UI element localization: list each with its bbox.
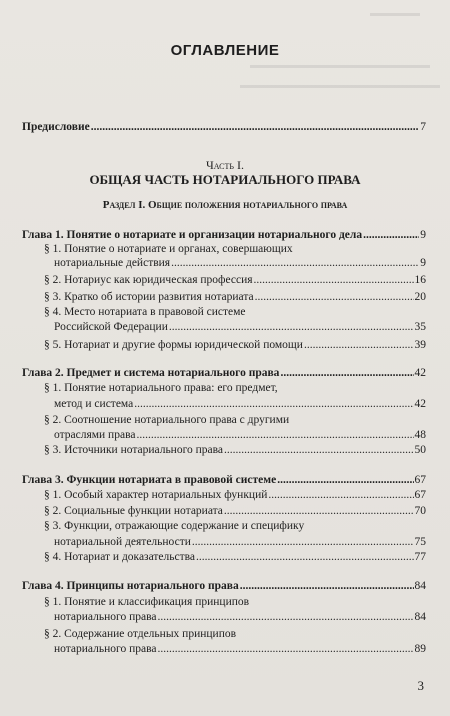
leader-dots — [304, 339, 414, 351]
leader-dots — [268, 489, 413, 501]
page-number: 3 — [417, 678, 424, 693]
leader-dots — [91, 121, 420, 133]
leader-dots — [157, 611, 413, 623]
toc-entry-page: 50 — [414, 444, 426, 456]
toc-item[interactable] — [44, 444, 426, 456]
toc-item-line[interactable]: § 1. Понятие нотариального права: его предмет, — [44, 382, 278, 394]
toc-item-label: отраслями права — [54, 429, 136, 441]
leader-dots — [255, 291, 414, 303]
toc-entry-preface[interactable] — [22, 121, 426, 133]
toc-entry-page: 7 — [420, 121, 426, 133]
toc-item[interactable] — [54, 536, 426, 548]
toc-item-label: Российской Федерации — [54, 321, 168, 333]
leader-dots — [224, 505, 414, 517]
bleed-through-text: ▬▬▬▬▬▬▬▬▬▬▬▬▬▬▬▬▬▬▬▬ — [240, 80, 440, 91]
toc-item[interactable] — [44, 551, 426, 563]
toc-item-label: § 3. Кратко об истории развития нотариата — [44, 291, 254, 303]
toc-item[interactable] — [44, 339, 426, 351]
bleed-through-text: ▬▬▬▬▬▬▬▬▬▬▬▬▬▬▬▬▬▬ — [250, 60, 430, 71]
leader-dots — [277, 474, 413, 486]
part-label: Часть I. — [206, 158, 244, 172]
toc-chapter-title: Глава 1. Понятие о нотариате и организации нотариального дела — [22, 229, 363, 241]
toc-item-label: метод и система — [54, 398, 134, 410]
toc-entry-page: 42 — [414, 398, 426, 410]
section-title: Раздел I. Общие положения нотариального права — [102, 199, 348, 211]
leader-dots — [157, 643, 413, 655]
toc-entry-page: 84 — [414, 580, 426, 592]
toc-entry-page: 67 — [414, 474, 426, 486]
toc-entry-page: 75 — [414, 536, 426, 548]
toc-entry-page: 39 — [414, 339, 426, 351]
toc-entry-page: 84 — [414, 611, 426, 623]
toc-entry-page: 20 — [414, 291, 426, 303]
toc-chapter-2[interactable] — [22, 367, 426, 379]
leader-dots — [224, 444, 413, 456]
toc-entry-page: 42 — [414, 367, 426, 379]
toc-item-line[interactable]: § 1. Понятие и классификация принципов — [44, 596, 250, 608]
toc-entry-page: 70 — [414, 505, 426, 517]
toc-item-line[interactable]: § 2. Соотношение нотариального права с другими — [44, 414, 290, 426]
toc-entry-page: 9 — [420, 257, 426, 269]
toc-entry-page: 16 — [414, 274, 426, 286]
toc-chapter-1[interactable] — [22, 229, 426, 241]
toc-entry-page: 9 — [420, 229, 426, 241]
toc-item-label: § 3. Источники нотариального права — [44, 444, 224, 456]
toc-chapter-4[interactable] — [22, 580, 426, 592]
toc-item-label: нотариальной деятельности — [54, 536, 191, 548]
leader-dots — [134, 398, 413, 410]
toc-item[interactable] — [54, 321, 426, 333]
toc-entry-page: 77 — [414, 551, 426, 563]
toc-chapter-3[interactable] — [22, 474, 426, 486]
toc-chapter-title: Глава 2. Предмет и система нотариального права — [22, 367, 280, 379]
toc-item-label: § 1. Особый характер нотариальных функций — [44, 489, 268, 501]
toc-item-line[interactable]: § 2. Содержание отдельных принципов — [44, 628, 237, 640]
part-title: ОБЩАЯ ЧАСТЬ НОТАРИАЛЬНОГО ПРАВА — [89, 172, 361, 187]
toc-item-label: § 4. Нотариат и доказательства — [44, 551, 196, 563]
toc-item-label: § 5. Нотариат и другие формы юридической помощи — [44, 339, 303, 351]
leader-dots — [171, 257, 419, 269]
toc-entry-page: 67 — [414, 489, 426, 501]
leader-dots — [196, 551, 413, 563]
toc-item[interactable] — [54, 643, 426, 655]
toc-item[interactable] — [44, 505, 426, 517]
toc-item[interactable] — [44, 489, 426, 501]
toc-item[interactable] — [44, 274, 426, 286]
toc-item[interactable] — [54, 398, 426, 410]
leader-dots — [280, 367, 413, 379]
toc-item[interactable] — [44, 291, 426, 303]
toc-entry-page: 48 — [414, 429, 426, 441]
leader-dots — [192, 536, 414, 548]
toc-item[interactable] — [54, 429, 426, 441]
toc-chapter-title: Глава 3. Функции нотариата в правовой системе — [22, 474, 277, 486]
toc-item-line[interactable]: § 4. Место нотариата в правовой системе — [44, 306, 246, 318]
leader-dots — [169, 321, 414, 333]
toc-entry-page: 89 — [414, 643, 426, 655]
toc-item[interactable] — [54, 611, 426, 623]
toc-item-line[interactable]: § 3. Функции, отражающие содержание и специфику — [44, 520, 305, 532]
toc-item[interactable] — [54, 257, 426, 269]
toc-item-line[interactable]: § 1. Понятие о нотариате и органах, совершающих — [44, 243, 293, 255]
toc-heading: ОГЛАВЛЕНИЕ — [170, 42, 280, 59]
leader-dots — [254, 274, 414, 286]
toc-item-label: нотариальные действия — [54, 257, 171, 269]
leader-dots — [136, 429, 413, 441]
toc-item-label: § 2. Социальные функции нотариата — [44, 505, 223, 517]
toc-item-label: § 2. Нотариус как юридическая профессия — [44, 274, 253, 286]
toc-chapter-title: Глава 4. Принципы нотариального права — [22, 580, 239, 592]
toc-entry-label: Предисловие — [22, 121, 90, 133]
toc-item-label: нотариального права — [54, 611, 157, 623]
toc-entry-page: 35 — [414, 321, 426, 333]
toc-item-label: нотариального права — [54, 643, 157, 655]
leader-dots — [363, 229, 419, 241]
leader-dots — [240, 580, 414, 592]
bleed-through-text: ▬▬▬▬▬ — [370, 8, 420, 19]
